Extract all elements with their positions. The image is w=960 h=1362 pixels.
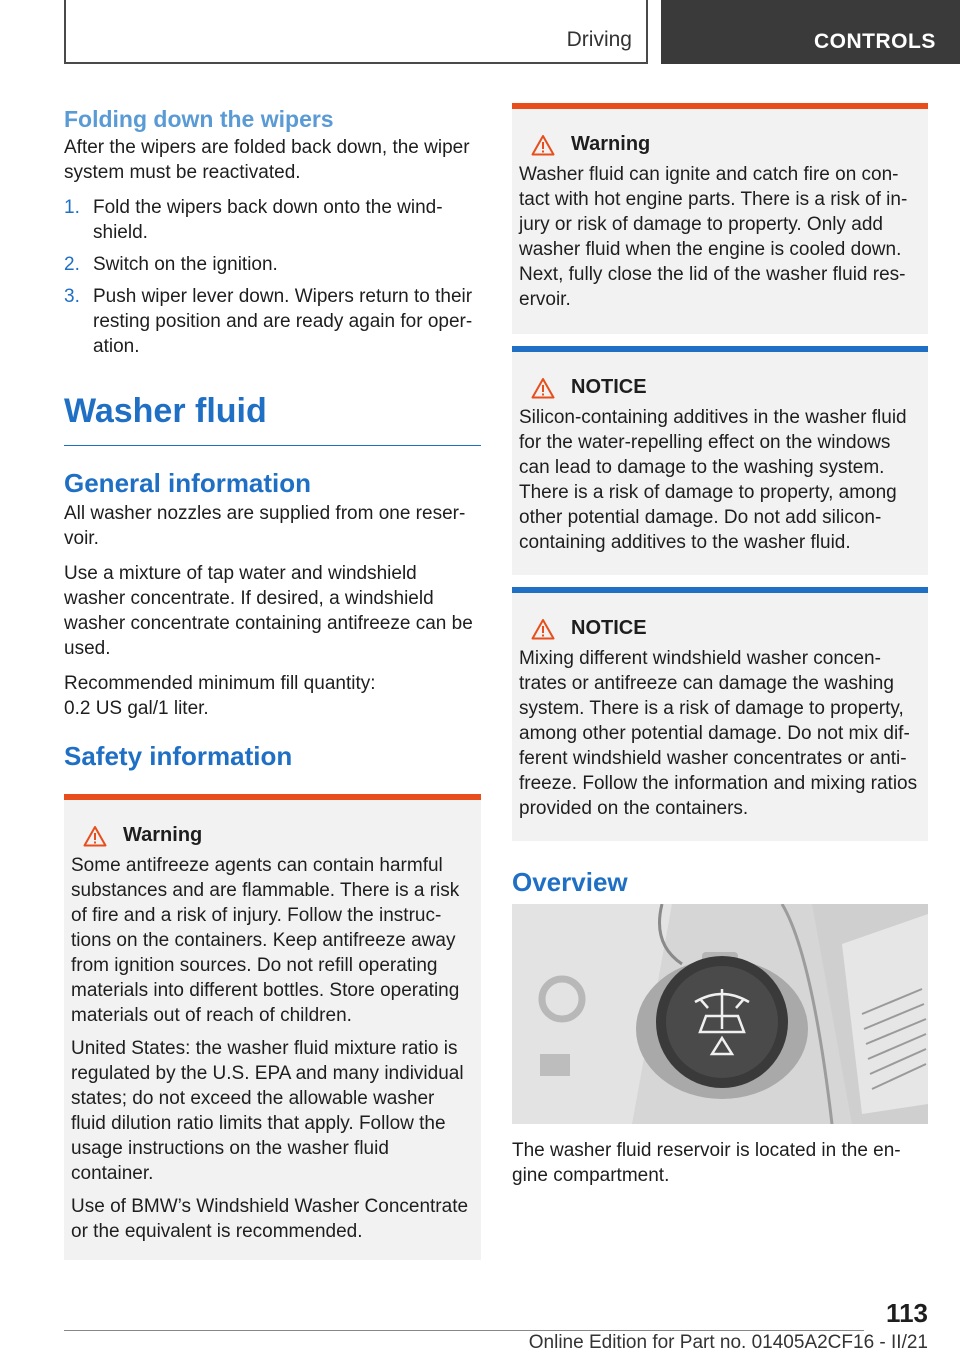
washer-fluid-title: Washer fluid	[64, 392, 481, 446]
fill-quantity-label: Recommended minimum fill quantity:	[64, 673, 376, 694]
overview-heading: Overview	[512, 867, 628, 897]
notice-title-text: NOTICE	[571, 376, 647, 398]
warning-box-title	[519, 133, 921, 156]
fill-quantity	[64, 671, 481, 721]
warning-title-text: Warning	[123, 824, 203, 846]
mixing-notice-box	[512, 587, 928, 841]
list-item	[64, 284, 481, 359]
header-chapter-tab: CONTROLS	[661, 0, 960, 64]
step-text: Switch on the ignition.	[93, 254, 278, 275]
footer-divider	[64, 1330, 864, 1331]
notice-paragraph: Silicon-containing additives in the washer fluid for the water-repelling effect on the windows can lead to damage to the washing system. There is a risk of damage to property, among other potential damage. Do not add silicon-containing additives to the washer fluid.	[519, 407, 907, 553]
header-section-box	[64, 0, 648, 64]
warning-triangle-icon	[531, 134, 555, 156]
folding-steps-list	[64, 195, 481, 359]
warning-paragraph: Some antifreeze agents can contain harmful substances and are flammable. There is a risk of fire and a risk of injury. Follow the instruc-tions on the containers. Keep antifreeze away from ignition sources. Do not refill operating materials into different bottles. Store operating materials out of reach of children.	[71, 855, 460, 1026]
folding-wipers-intro: After the wipers are folded back down, the wiper system must be reactivated.	[64, 137, 470, 183]
list-item	[64, 252, 481, 277]
notice-paragraph: Mixing different windshield washer concen-trates or antifreeze can damage the washing system. There is a risk of damage to property, among other potential damage. Do not mix dif-ferent windshield washer concentrates or anti-freeze. Follow the information and mixing ratios provided on the containers.	[519, 648, 918, 819]
header-section-label: Driving	[566, 28, 632, 51]
fire-warning-box	[512, 103, 928, 334]
washer-reservoir-illustration	[512, 904, 928, 1124]
step-text: Push wiper lever down. Wipers return to their resting position and are ready again for oper-ation.	[93, 286, 473, 357]
notice-box-title	[519, 617, 921, 640]
general-paragraph: All washer nozzles are supplied from one reser-voir.	[64, 503, 466, 549]
step-text: Fold the wipers back down onto the wind-shield.	[93, 197, 443, 243]
safety-warning-box	[64, 794, 481, 1260]
general-information-heading: General information	[64, 468, 312, 498]
folding-wipers-heading: Folding down the wipers	[64, 106, 334, 132]
notice-title-text: NOTICE	[571, 617, 647, 639]
warning-triangle-icon	[83, 825, 107, 847]
warning-box-title	[71, 824, 474, 847]
footer-edition: Online Edition for Part no. 01405A2CF16 - II/21	[528, 1332, 928, 1353]
notice-triangle-icon	[531, 618, 555, 640]
silicon-notice-box	[512, 346, 928, 575]
washer-reservoir-figure	[512, 904, 928, 1124]
page-number: 113	[886, 1298, 928, 1328]
warning-paragraph: Use of BMW’s Windshield Washer Concentrate or the equivalent is recommended.	[71, 1196, 469, 1242]
safety-information-heading: Safety information	[64, 741, 293, 771]
fill-quantity-value: 0.2 US gal/1 liter.	[64, 698, 209, 719]
warning-paragraph: Washer fluid can ignite and catch fire on con-tact with hot engine parts. There is a risk of in-jury or risk of damage to property. Only add washer fluid when the engine is cooled down. Next, fully close the lid of the washer fluid res-ervoir.	[519, 164, 908, 310]
notice-box-title	[519, 376, 921, 399]
general-paragraph: Use a mixture of tap water and windshield washer concentrate. If desired, a windshield washer concentrate containing antifreeze can be used.	[64, 563, 473, 659]
warning-paragraph: United States: the washer fluid mixture ratio is regulated by the U.S. EPA and many individual states; do not exceed the allowable washer fluid dilution ratio limits that apply. Follow the usage instructions on the washer fluid container.	[71, 1038, 464, 1184]
step-number: 1.	[64, 197, 80, 218]
notice-triangle-icon	[531, 377, 555, 399]
warning-title-text: Warning	[571, 133, 651, 155]
step-number: 3.	[64, 286, 80, 307]
step-number: 2.	[64, 254, 80, 275]
overview-caption: The washer fluid reservoir is located in the en-gine compartment.	[512, 1140, 901, 1186]
left-column	[64, 100, 481, 1260]
list-item	[64, 195, 481, 245]
right-column	[512, 103, 928, 1198]
